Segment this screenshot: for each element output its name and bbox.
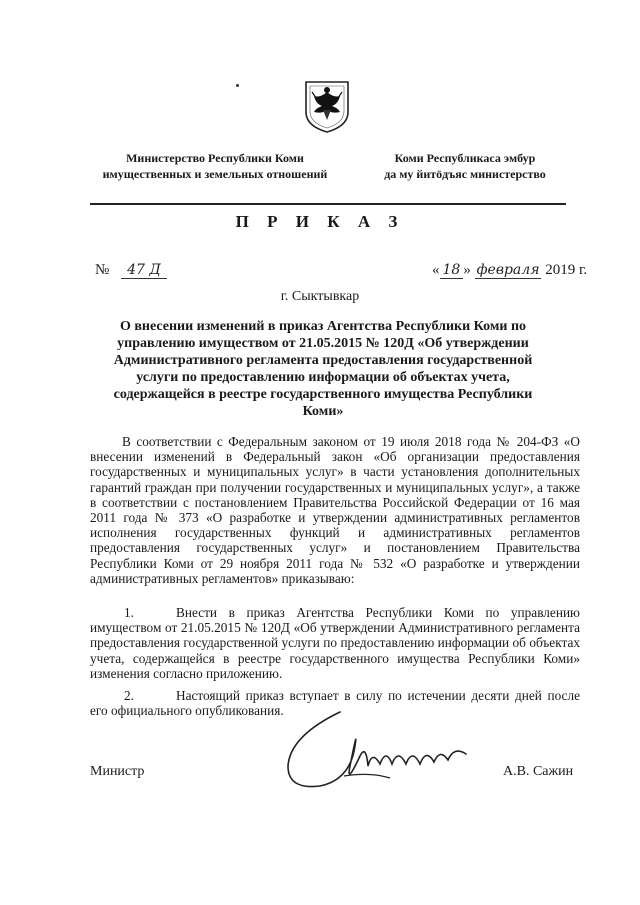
ministry-name-komi-line2: да му йитӧдъяс министерство (384, 167, 546, 181)
date-close-quote: » (463, 262, 471, 278)
preamble-paragraph: В соответствии с Федеральным законом от 19 июля 2018 года № 204-ФЗ «О внесении изменений в Федеральный закон «Об организации предоставления государственных и муниципальных услуг» в части установления дополнительных гарантий граждан при получении государственных и муниципальных услуг», а также в соответствии с постановлением Правительства Российской Федерации от 16 мая 2011 года № 373 «О разработке и утверждении административных регламентов исполнения государственных функций и административных регламентов предоставления государственных услуг» и постановлением Правительства Республики Коми от 29 ноября 2011 года № 532 «О разработке и утверждении административных регламентов» приказываю: (90, 434, 580, 586)
ministry-name-russian-line2: имущественных и земельных отношений (102, 167, 328, 181)
ministry-name-russian-line1: Министерство Республики Коми (126, 151, 304, 165)
date-open-quote: « (432, 262, 440, 278)
order-item-2-number: 2. (124, 688, 134, 703)
ministry-name-russian (90, 150, 340, 182)
signatory-position: Министр (90, 764, 145, 779)
city-line: г. Сыктывкар (280, 289, 360, 304)
komi-republic-emblem-icon (302, 78, 352, 134)
ministry-name-komi-line1: Коми Республикаса эмбур (394, 151, 536, 165)
date-month: февраля (476, 262, 540, 278)
order-number-value: 47 Д (121, 262, 167, 279)
ministry-name-komi (350, 150, 580, 182)
order-subject: О внесении изменений в приказ Агентства Республики Коми по управлению имуществом от 21.05.2015 № 120Д «Об утверждении Административного регламента предоставления государственной услуги по предоставлению информации об объектах учета, содержащейся в реестре государственного имущества Республики Коми» (113, 319, 533, 419)
order-item-2-text: Настоящий приказ вступает в силу по истечении десяти дней после его официального опубликования. (90, 688, 580, 719)
signatory-name: А.В. Сажин (503, 764, 574, 779)
header-divider (90, 203, 566, 205)
date-day: 18 (440, 262, 464, 279)
handwritten-signature-icon (280, 706, 490, 796)
scan-speck (236, 84, 239, 87)
order-item-1 (90, 605, 580, 681)
order-number-prefix: № (95, 262, 110, 278)
order-item-1-number: 1. (124, 605, 134, 620)
order-item-1-text: Внести в приказ Агентства Республики Коми по управлению имуществом от 21.05.2015 № 120Д «Об утверждении Административного регламента предоставления государственной услуги по предоставлению информации об объектах учета, содержащейся в реестре государственного имущества Республики Коми» изменения согласно приложению. (90, 605, 580, 681)
order-number (95, 262, 167, 279)
document-title: П Р И К А З (235, 212, 405, 231)
order-date (432, 262, 587, 279)
date-year: 2019 г. (545, 262, 588, 278)
